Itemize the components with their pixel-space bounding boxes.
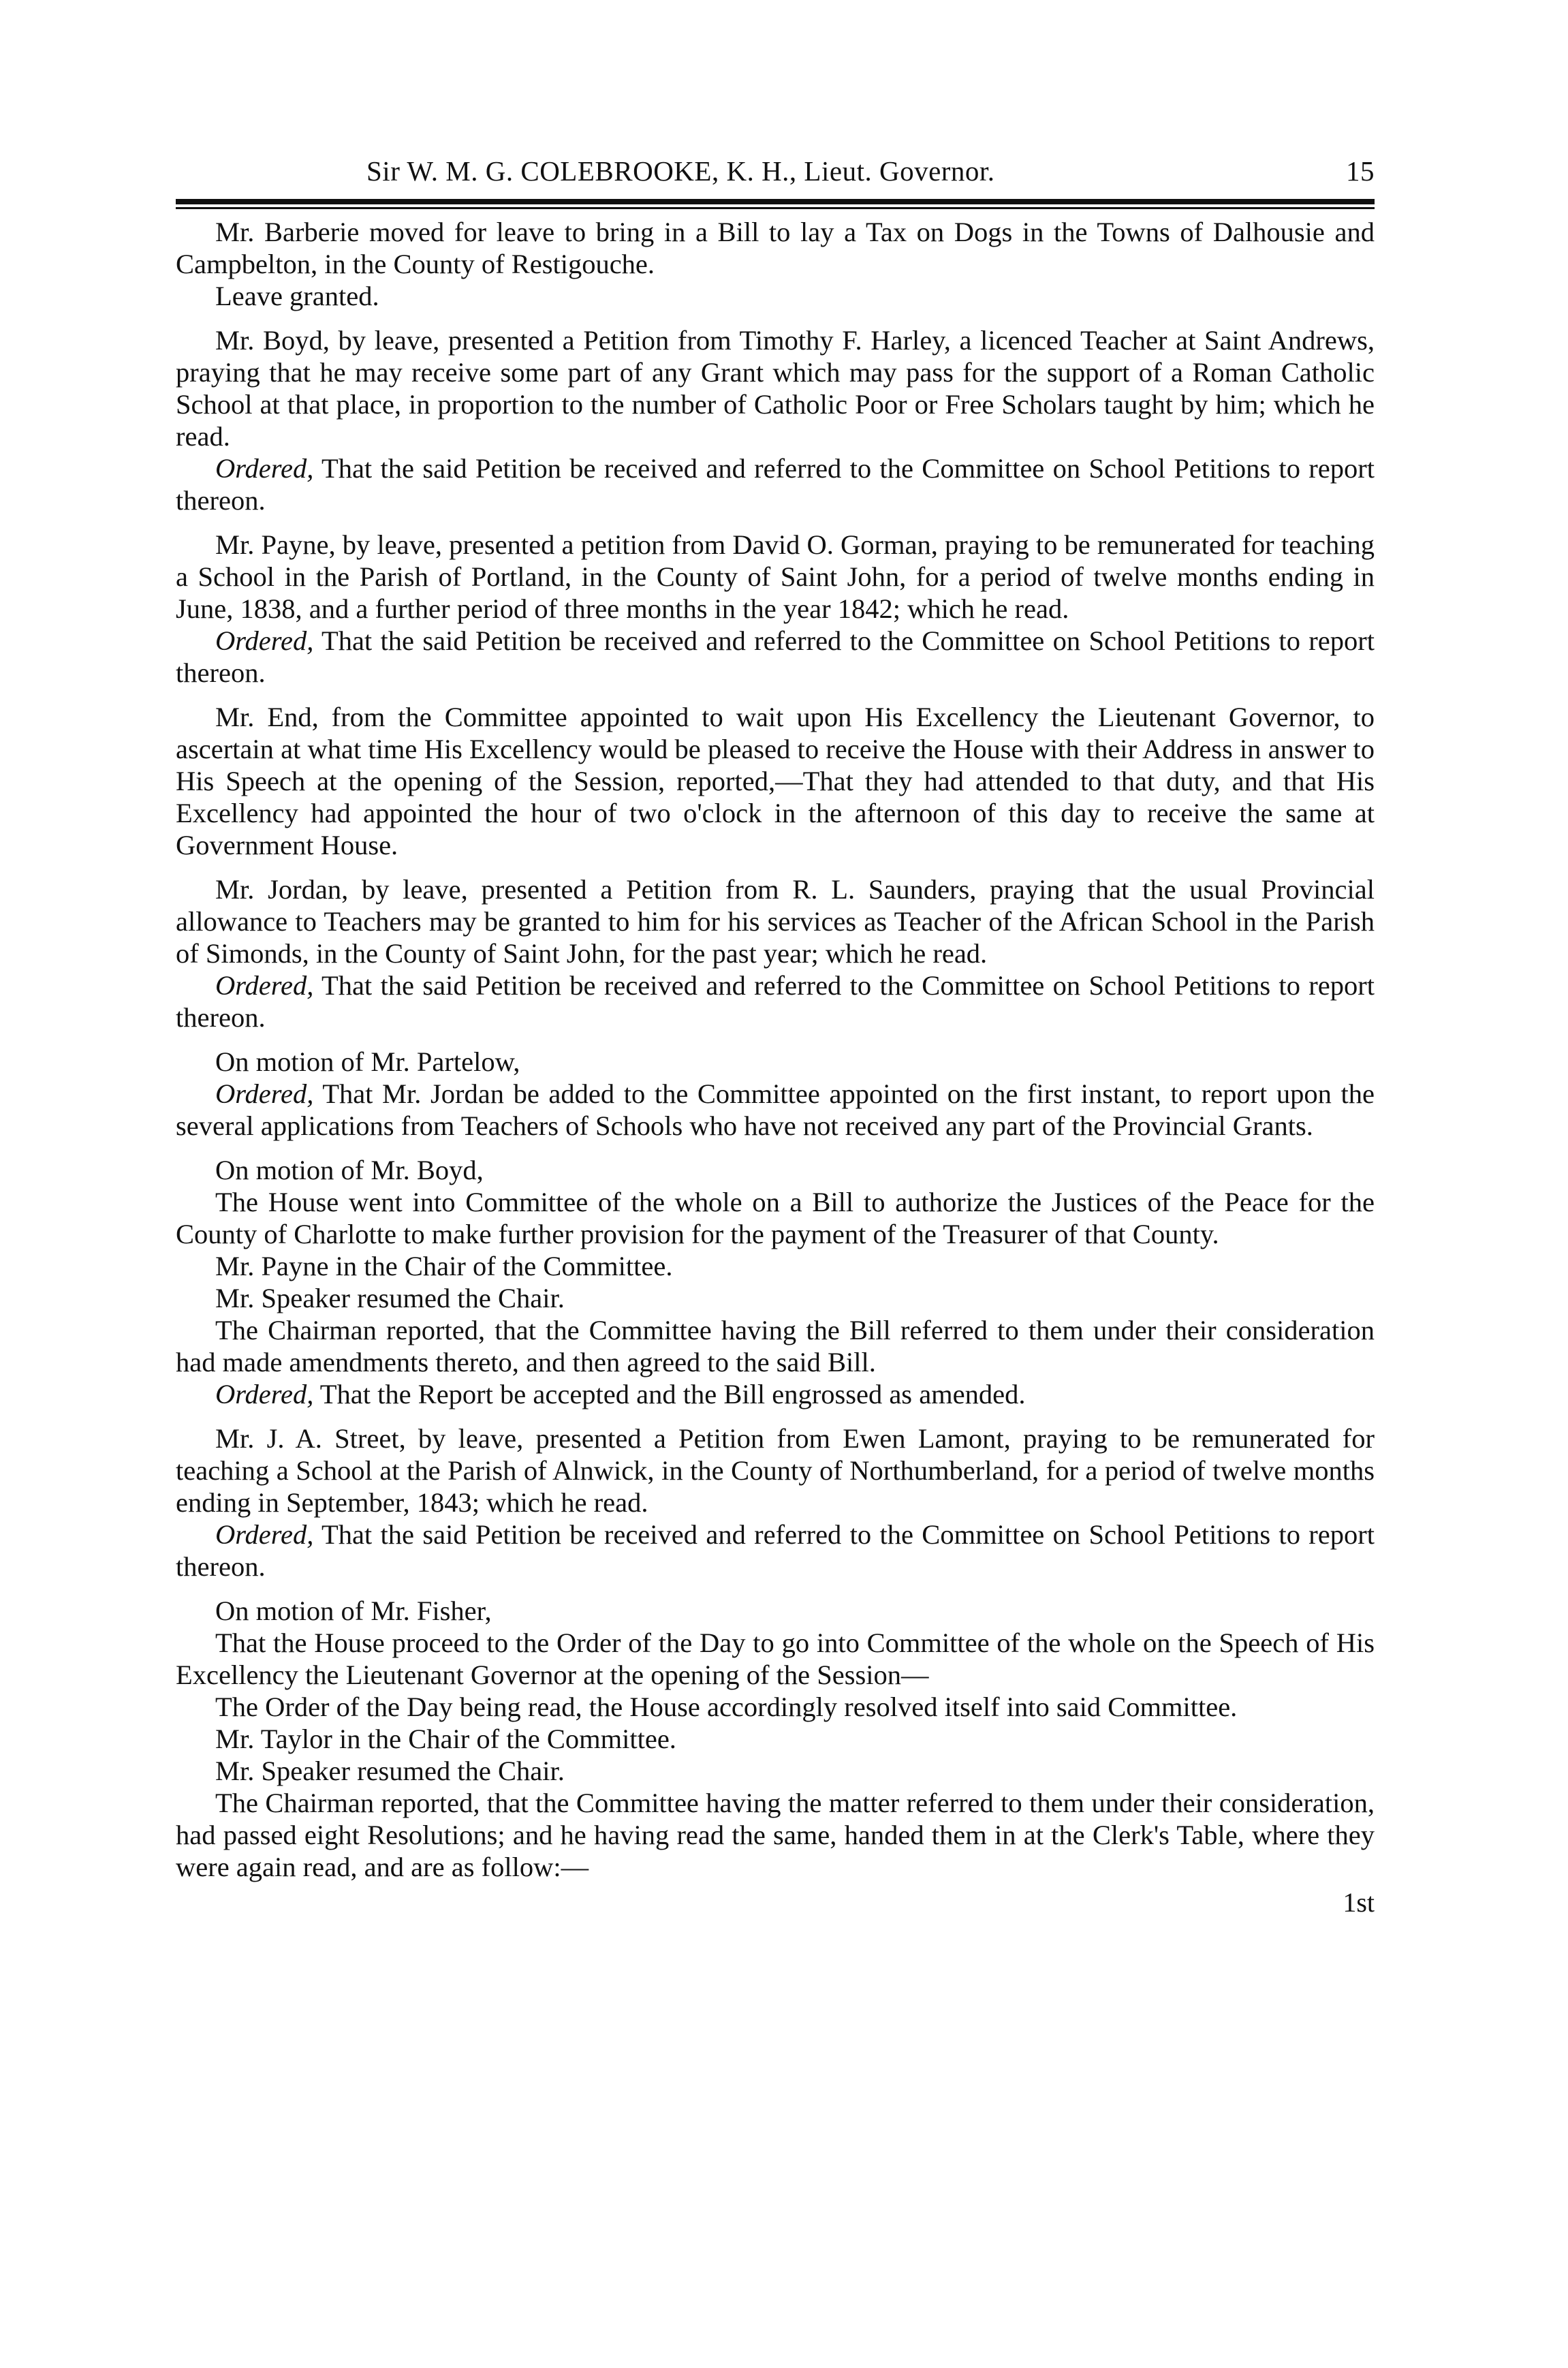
paragraph bbox=[176, 625, 1375, 689]
paragraph-text: Mr. End, from the Committee appointed to wait upon His Excellency the Lieutenant Governor, to ascertain at what time His Excellency would be pleased to receive the House with their Address in answer to His Speech at the opening of the Session, reported,—That they had attended to that duty, and that His Excellency had appointed the hour of two o'clock in the afternoon of this day to receive the same at Government House. bbox=[176, 702, 1375, 860]
paragraph bbox=[176, 1787, 1375, 1883]
paragraph bbox=[176, 1723, 1375, 1755]
ordered-lead: Ordered, bbox=[215, 1078, 314, 1109]
paragraph bbox=[176, 1595, 1375, 1627]
paragraph bbox=[176, 1250, 1375, 1282]
paragraph bbox=[176, 452, 1375, 516]
paragraph-text: That Mr. Jordan be added to the Committee appointed on the first instant, to report upon the several applications from Teachers of Schools who have not received any part of the Provincial Grants. bbox=[176, 1078, 1375, 1141]
paragraph-text: On motion of Mr. Fisher, bbox=[215, 1595, 492, 1626]
paragraph bbox=[176, 1154, 1375, 1186]
paragraph-text: That the said Petition be received and referred to the Committee on School Petitions to report thereon. bbox=[176, 1519, 1375, 1582]
header-title: Sir W. M. G. COLEBROOKE, K. H., Lieut. Governor. bbox=[366, 155, 995, 187]
paragraph-text: The Chairman reported, that the Committee having the matter referred to them under their consideration, had passed eight Resolutions; and he having read the same, handed them in at the Clerk's Table, where they were again read, and are as follow:— bbox=[176, 1788, 1375, 1882]
paragraph bbox=[176, 1046, 1375, 1078]
ordered-lead: Ordered, bbox=[215, 970, 314, 1001]
header-rule-thick bbox=[176, 199, 1375, 204]
paragraph bbox=[176, 701, 1375, 861]
paragraph-text: Leave granted. bbox=[215, 281, 379, 311]
running-header bbox=[176, 150, 1375, 192]
paragraph bbox=[176, 1691, 1375, 1723]
paragraph bbox=[176, 1282, 1375, 1314]
ordered-lead: Ordered, bbox=[215, 1519, 314, 1550]
paragraph-text: Mr. Payne in the Chair of the Committee. bbox=[215, 1251, 673, 1281]
paragraph-text: The House went into Committee of the whole on a Bill to authorize the Justices of the Peace for the County of Charlotte to make further provision for the payment of the Treasurer of that County. bbox=[176, 1187, 1375, 1249]
paragraph bbox=[176, 873, 1375, 969]
body-text bbox=[176, 216, 1375, 1883]
header-rule-thin bbox=[176, 207, 1375, 209]
paragraph bbox=[176, 280, 1375, 312]
paragraph bbox=[176, 1378, 1375, 1410]
paragraph-text: On motion of Mr. Partelow, bbox=[215, 1046, 520, 1077]
paragraph-text: The Chairman reported, that the Committee having the Bill referred to them under their consideration had made amendments thereto, and then agreed to the said Bill. bbox=[176, 1315, 1375, 1377]
paragraph bbox=[176, 1422, 1375, 1518]
paragraph bbox=[176, 1314, 1375, 1378]
paragraph-text: Mr. J. A. Street, by leave, presented a Petition from Ewen Lamont, praying to be remunerated for teaching a School at the Parish of Alnwick, in the County of Northumberland, for a period of twelve months ending in September, 1843; which he read. bbox=[176, 1423, 1375, 1518]
paragraph-text: The Order of the Day being read, the House accordingly resolved itself into said Committee. bbox=[215, 1692, 1238, 1722]
paragraph-text: That the House proceed to the Order of the Day to go into Committee of the whole on the Speech of His Excellency the Lieutenant Governor at the opening of the Session— bbox=[176, 1627, 1375, 1690]
ordered-lead: Ordered, bbox=[215, 1379, 314, 1409]
paragraph-text: That the Report be accepted and the Bill engrossed as amended. bbox=[313, 1379, 1026, 1409]
paragraph bbox=[176, 216, 1375, 280]
paragraph-text: Mr. Boyd, by leave, presented a Petition from Timothy F. Harley, a licenced Teacher at Saint Andrews, praying that he may receive some part of any Grant which may pass for the support of a Roman Catholic School at that place, in proportion to the number of Catholic Poor or Free Scholars taught by him; which he read. bbox=[176, 325, 1375, 452]
paragraph-text: That the said Petition be received and referred to the Committee on School Petitions to report thereon. bbox=[176, 625, 1375, 688]
ordered-lead: Ordered, bbox=[215, 453, 314, 484]
paragraph-text: Mr. Jordan, by leave, presented a Petition from R. L. Saunders, praying that the usual Provincial allowance to Teachers may be granted to him for his services as Teacher of the African School in the Parish of Simonds, in the County of Saint John, for the past year; which he read. bbox=[176, 874, 1375, 969]
paragraph bbox=[176, 529, 1375, 625]
paragraph-text: That the said Petition be received and referred to the Committee on School Petitions to report thereon. bbox=[176, 453, 1375, 516]
paragraph bbox=[176, 1755, 1375, 1787]
paragraph-text: Mr. Speaker resumed the Chair. bbox=[215, 1756, 565, 1786]
paragraph-text: Mr. Payne, by leave, presented a petition from David O. Gorman, praying to be remunerated for teaching a School in the Parish of Portland, in the County of Saint John, for a period of twelve months ending in June, 1838, and a further period of three months in the year 1842; which he read. bbox=[176, 529, 1375, 624]
paragraph bbox=[176, 1078, 1375, 1142]
paragraph bbox=[176, 969, 1375, 1033]
paragraph-text: Mr. Barberie moved for leave to bring in a Bill to lay a Tax on Dogs in the Towns of Dalhousie and Campbelton, in the County of Restigouche. bbox=[176, 217, 1375, 279]
paragraph bbox=[176, 324, 1375, 452]
paragraph-text: Mr. Taylor in the Chair of the Committee. bbox=[215, 1724, 676, 1754]
paragraph-text: On motion of Mr. Boyd, bbox=[215, 1155, 484, 1185]
paragraph bbox=[176, 1186, 1375, 1250]
catchword: 1st bbox=[1343, 1887, 1375, 1918]
journal-page bbox=[176, 150, 1375, 1920]
ordered-lead: Ordered, bbox=[215, 625, 314, 656]
paragraph bbox=[176, 1518, 1375, 1583]
paragraph bbox=[176, 1627, 1375, 1691]
paragraph-text: That the said Petition be received and referred to the Committee on School Petitions to report thereon. bbox=[176, 970, 1375, 1033]
paragraph-text: Mr. Speaker resumed the Chair. bbox=[215, 1283, 565, 1313]
page-number: 15 bbox=[1346, 155, 1375, 187]
